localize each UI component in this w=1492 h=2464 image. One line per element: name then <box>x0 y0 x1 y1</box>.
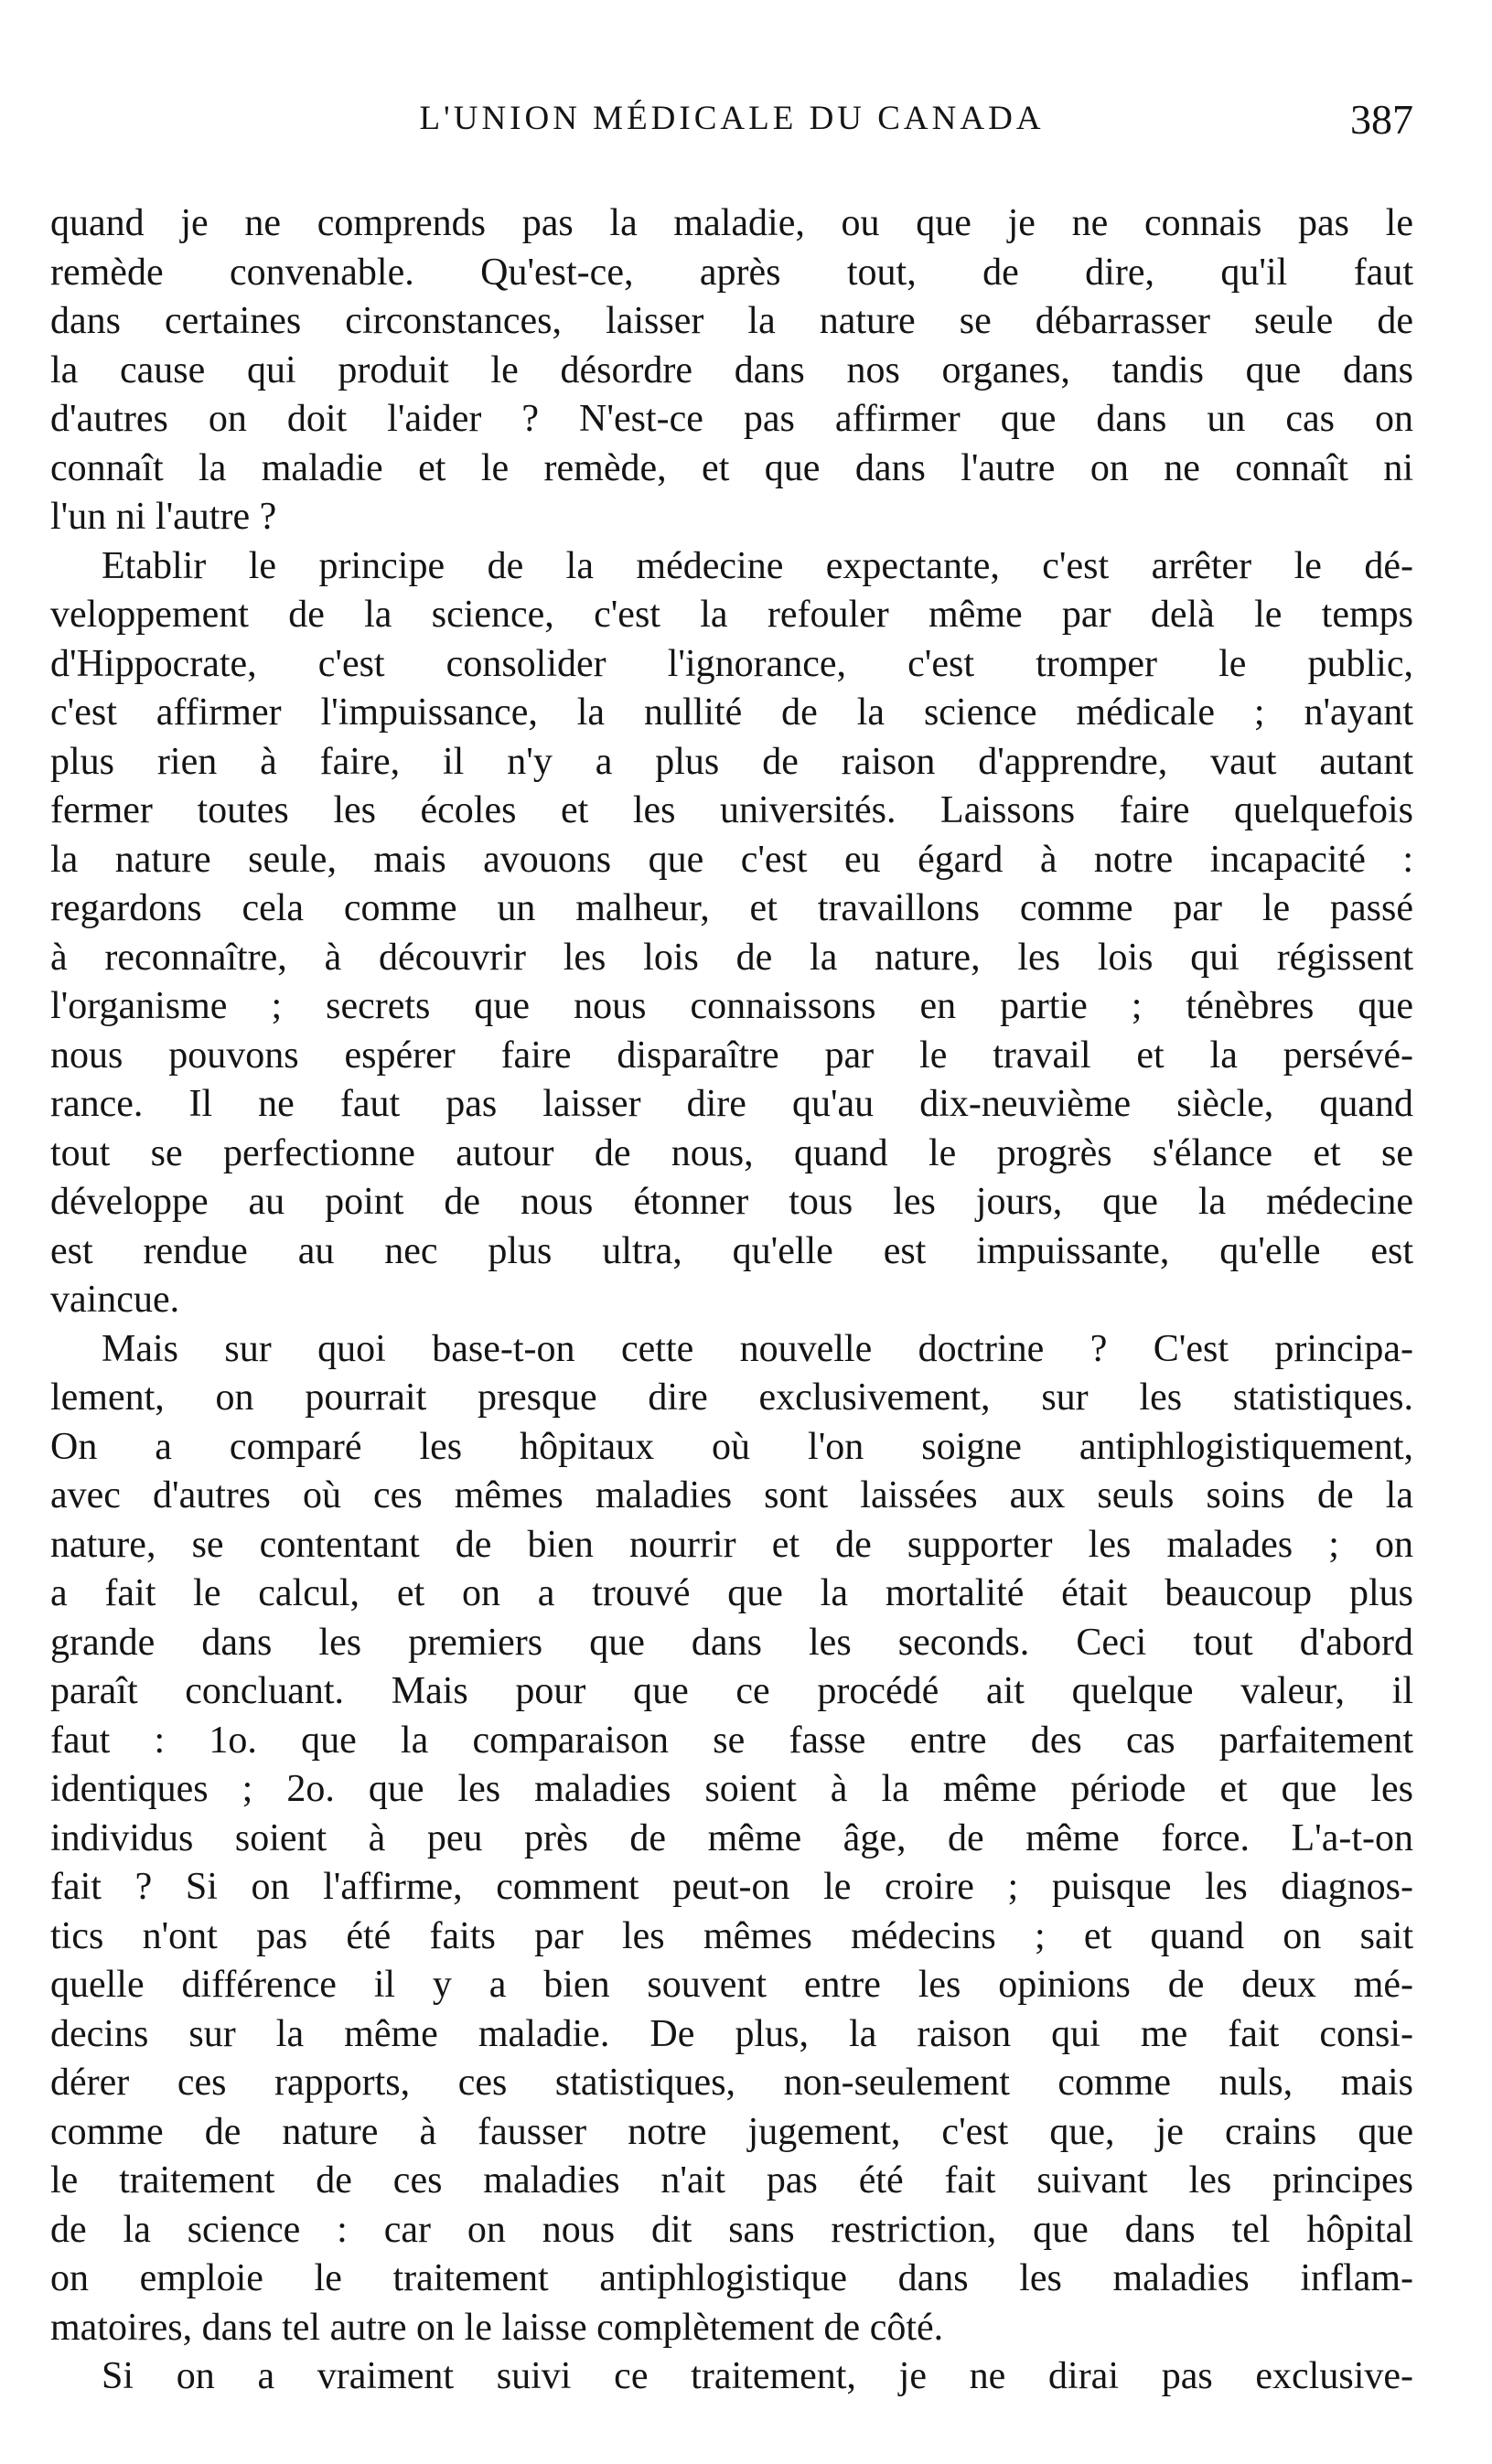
text-line: à reconnaître, à découvrir les lois de la nature, les lois qui régissent <box>50 936 1413 979</box>
text-line: dans certaines circonstances, laisser la nature se débarrasser seule de <box>50 300 1413 342</box>
text-line: la nature seule, mais avouons que c'est eu égard à notre incapacité : <box>50 838 1413 881</box>
text-line: Si on a vraiment suivi ce traitement, je ne dirai pas exclusive- <box>102 2355 1413 2397</box>
text-line: quelle différence il y a bien souvent entre les opinions de deux mé- <box>50 1964 1413 2006</box>
text-line: l'un ni l'autre ? <box>50 496 277 538</box>
text-line: avec d'autres où ces mêmes maladies sont laissées aux seuls soins de la <box>50 1474 1413 1516</box>
text-line: est rendue au nec plus ultra, qu'elle est impuissante, qu'elle est <box>50 1229 1413 1272</box>
text-line: identiques ; 2o. que les maladies soient à la même période et que les <box>50 1768 1413 1810</box>
text-line: a fait le calcul, et on a trouvé que la mortalité était beaucoup plus <box>50 1572 1413 1614</box>
text-line: Mais sur quoi base-t-on cette nouvelle doctrine ? C'est principa- <box>102 1327 1413 1370</box>
text-line: grande dans les premiers que dans les seconds. Ceci tout d'abord <box>50 1621 1413 1664</box>
text-line: faut : 1o. que la comparaison se fasse entre des cas parfaitement <box>50 1719 1413 1762</box>
running-head <box>50 96 1413 154</box>
text-line: nature, se contentant de bien nourrir et de supporter les malades ; on <box>50 1523 1413 1566</box>
text-line: nous pouvons espérer faire disparaître par le travail et la persévé- <box>50 1034 1413 1077</box>
body-text <box>50 199 1413 2402</box>
text-line: fait ? Si on l'affirme, comment peut-on le croire ; puisque les diagnos- <box>50 1866 1413 1908</box>
text-line: de la science : car on nous dit sans restriction, que dans tel hôpital <box>50 2208 1413 2251</box>
text-line: on emploie le traitement antiphlogistique dans les maladies inflam- <box>50 2257 1413 2299</box>
text-line: individus soient à peu près de même âge, de même force. L'a-t-on <box>50 1816 1413 1859</box>
text-line: d'Hippocrate, c'est consolider l'ignorance, c'est tromper le public, <box>50 642 1413 685</box>
text-line: dérer ces rapports, ces statistiques, non-seulement comme nuls, mais <box>50 2062 1413 2104</box>
text-line: tout se perfectionne autour de nous, quand le progrès s'élance et se <box>50 1131 1413 1174</box>
page-number: 387 <box>1350 96 1413 143</box>
text-line: regardons cela comme un malheur, et travaillons comme par le passé <box>50 887 1413 929</box>
text-line: paraît concluant. Mais pour que ce procédé ait quelque valeur, il <box>50 1670 1413 1712</box>
text-line: lement, on pourrait presque dire exclusivement, sur les statistiques. <box>50 1377 1413 1419</box>
text-line: d'autres on doit l'aider ? N'est-ce pas affirmer que dans un cas on <box>50 398 1413 440</box>
text-line: l'organisme ; secrets que nous connaissons en partie ; ténèbres que <box>50 985 1413 1027</box>
text-line: rance. Il ne faut pas laisser dire qu'au dix-neuvième siècle, quand <box>50 1083 1413 1125</box>
text-line: comme de nature à fausser notre jugement, c'est que, je crains que <box>50 2110 1413 2153</box>
text-line: développe au point de nous étonner tous les jours, que la médecine <box>50 1181 1413 1223</box>
journal-page <box>50 0 1413 2464</box>
text-line: On a comparé les hôpitaux où l'on soigne antiphlogistiquement, <box>50 1425 1413 1468</box>
text-line: veloppement de la science, c'est la refouler même par delà le temps <box>50 594 1413 636</box>
text-line: vaincue. <box>50 1279 180 1321</box>
text-line: plus rien à faire, il n'y a plus de raison d'apprendre, vaut autant <box>50 740 1413 783</box>
text-line: connaît la maladie et le remède, et que dans l'autre on ne connaît ni <box>50 446 1413 489</box>
text-line: fermer toutes les écoles et les universités. Laissons faire quelquefois <box>50 789 1413 831</box>
journal-title: L'UNION MÉDICALE DU CANADA <box>419 100 1045 137</box>
text-line: la cause qui produit le désordre dans nos organes, tandis que dans <box>50 348 1413 391</box>
text-line: matoires, dans tel autre on le laisse complètement de côté. <box>50 2306 944 2349</box>
text-line: quand je ne comprends pas la maladie, ou que je ne connais pas le <box>50 202 1413 244</box>
text-line: decins sur la même maladie. De plus, la raison qui me fait consi- <box>50 2012 1413 2055</box>
text-line: remède convenable. Qu'est-ce, après tout, de dire, qu'il faut <box>50 251 1413 294</box>
text-line: Etablir le principe de la médecine expectante, c'est arrêter le dé- <box>102 544 1413 587</box>
text-line: le traitement de ces maladies n'ait pas été fait suivant les principes <box>50 2159 1413 2202</box>
text-line: tics n'ont pas été faits par les mêmes médecins ; et quand on sait <box>50 1914 1413 1957</box>
text-line: c'est affirmer l'impuissance, la nullité de la science médicale ; n'ayant <box>50 691 1413 734</box>
